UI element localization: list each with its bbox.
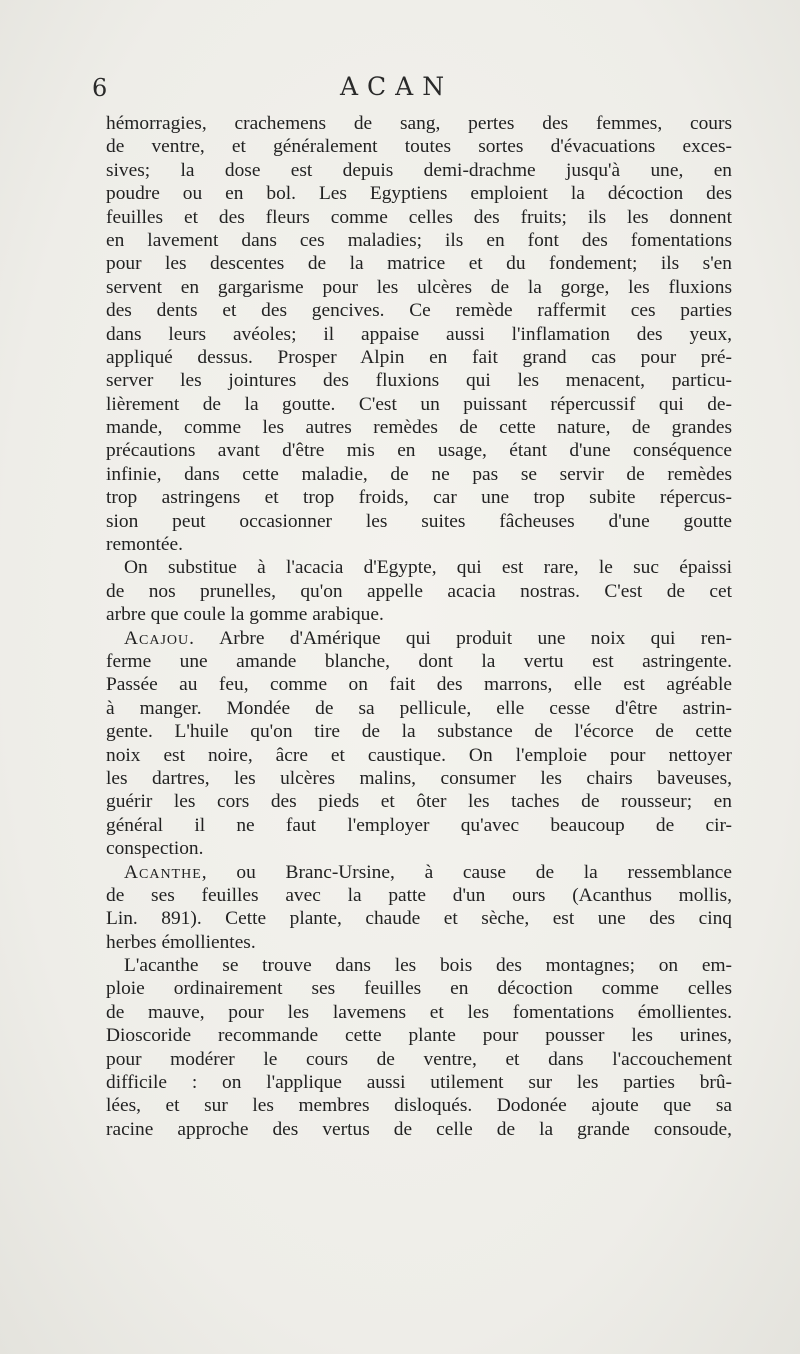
text-line: sives; la dose est depuis demi-drachme jusqu'à une, en <box>106 159 732 181</box>
text-line: On substitue à l'acacia d'Egypte, qui est rare, le suc épaissi <box>124 557 732 579</box>
entry-term-acanthe: Acanthe <box>124 861 202 883</box>
text-line: général il ne faut l'employer qu'avec beaucoup de cir- <box>106 814 732 836</box>
text-line: Lin. 891). Cette plante, chaude et sèche, est une des cinq <box>106 908 732 930</box>
text-line: conspection. <box>106 838 204 860</box>
running-head: ACAN <box>340 72 454 101</box>
text-line: ferme une amande blanche, dont la vertu est astringente. <box>106 650 732 672</box>
text-line: mande, comme les autres remèdes de cette nature, de grandes <box>106 417 732 439</box>
text-line: de nos prunelles, qu'on appelle acacia nostras. C'est de cet <box>106 580 732 602</box>
text-line: Passée au feu, comme on fait des marrons, elle est agréable <box>106 674 732 696</box>
text-line: remontée. <box>106 534 183 556</box>
text-line: à manger. Mondée de sa pellicule, elle cesse d'être astrin- <box>106 697 732 719</box>
text-line: guérir les cors des pieds et ôter les taches de rousseur; en <box>106 791 732 813</box>
text-line: Dioscoride recommande cette plante pour pousser les urines, <box>106 1025 732 1047</box>
entry-text: Arbre d'Amérique qui produit une noix qui ren- <box>194 627 732 649</box>
text-line: feuilles et des fleurs comme celles des fruits; ils les donnent <box>106 206 732 228</box>
text-line: précautions avant d'être mis en usage, étant d'une conséquence <box>106 440 732 462</box>
page-number: 6 <box>92 74 108 102</box>
text-line: de ses feuilles avec la patte d'un ours (Acanthus mollis, <box>106 884 732 906</box>
text-line: L'acanthe se trouve dans les bois des montagnes; on em- <box>124 955 732 977</box>
text-line: infinie, dans cette maladie, de ne pas se servir de remèdes <box>106 463 732 485</box>
text-line: herbes émollientes. <box>106 931 256 953</box>
text-line: lièrement de la goutte. C'est un puissant répercussif qui de- <box>106 393 732 415</box>
text-line: trop astringens et trop froids, car une trop subite répercus- <box>106 487 732 509</box>
text-line: servent en gargarisme pour les ulcères de la gorge, les fluxions <box>106 276 732 298</box>
text-line: sion peut occasionner les suites fâcheuses d'une goutte <box>106 510 732 532</box>
text-line: dans leurs avéoles; il appaise aussi l'inflamation des yeux, <box>106 323 732 345</box>
body-text <box>106 112 732 1141</box>
text-line: racine approche des vertus de celle de la grande consoude, <box>106 1118 732 1140</box>
entry-text: , ou Branc-Ursine, à cause de la ressemblance <box>201 861 732 883</box>
text-line: arbre que coule la gomme arabique. <box>106 604 384 626</box>
entry-first-line <box>106 861 732 884</box>
text-line: gente. L'huile qu'on tire de la substance de l'écorce de cette <box>106 721 732 743</box>
text-line: noix est noire, âcre et caustique. On l'emploie pour nettoyer <box>106 744 732 766</box>
entry-first-line <box>106 627 732 650</box>
text-line: en lavement dans ces maladies; ils en font des fomentations <box>106 229 732 251</box>
text-line: les dartres, les ulcères malins, consumer les chairs baveuses, <box>106 767 732 789</box>
text-line: lées, et sur les membres disloqués. Dodonée ajoute que sa <box>106 1095 732 1117</box>
text-line: hémorragies, crachemens de sang, pertes des femmes, cours <box>106 113 732 134</box>
text-line: difficile : on l'applique aussi utilement sur les parties brû- <box>106 1072 732 1094</box>
text-line: pour modérer le cours de ventre, et dans l'accouchement <box>106 1048 732 1070</box>
text-line: appliqué dessus. Prosper Alpin en fait grand cas pour pré- <box>106 346 732 368</box>
text-line: de mauve, pour les lavemens et les fomentations émollientes. <box>106 1001 732 1023</box>
text-line: des dents et des gencives. Ce remède raffermit ces parties <box>106 300 732 322</box>
page-header <box>92 72 732 106</box>
text-line: de ventre, et généralement toutes sortes d'évacuations exces- <box>106 136 732 158</box>
entry-term-acajou: Acajou. <box>124 627 195 649</box>
text-line: ploie ordinairement ses feuilles en décoction comme celles <box>106 978 732 1000</box>
text-line: poudre ou en bol. Les Egyptiens emploient la décoction des <box>106 183 732 205</box>
text-line: pour les descentes de la matrice et du fondement; ils s'en <box>106 253 732 275</box>
text-line: server les jointures des fluxions qui les menacent, particu- <box>106 370 732 392</box>
